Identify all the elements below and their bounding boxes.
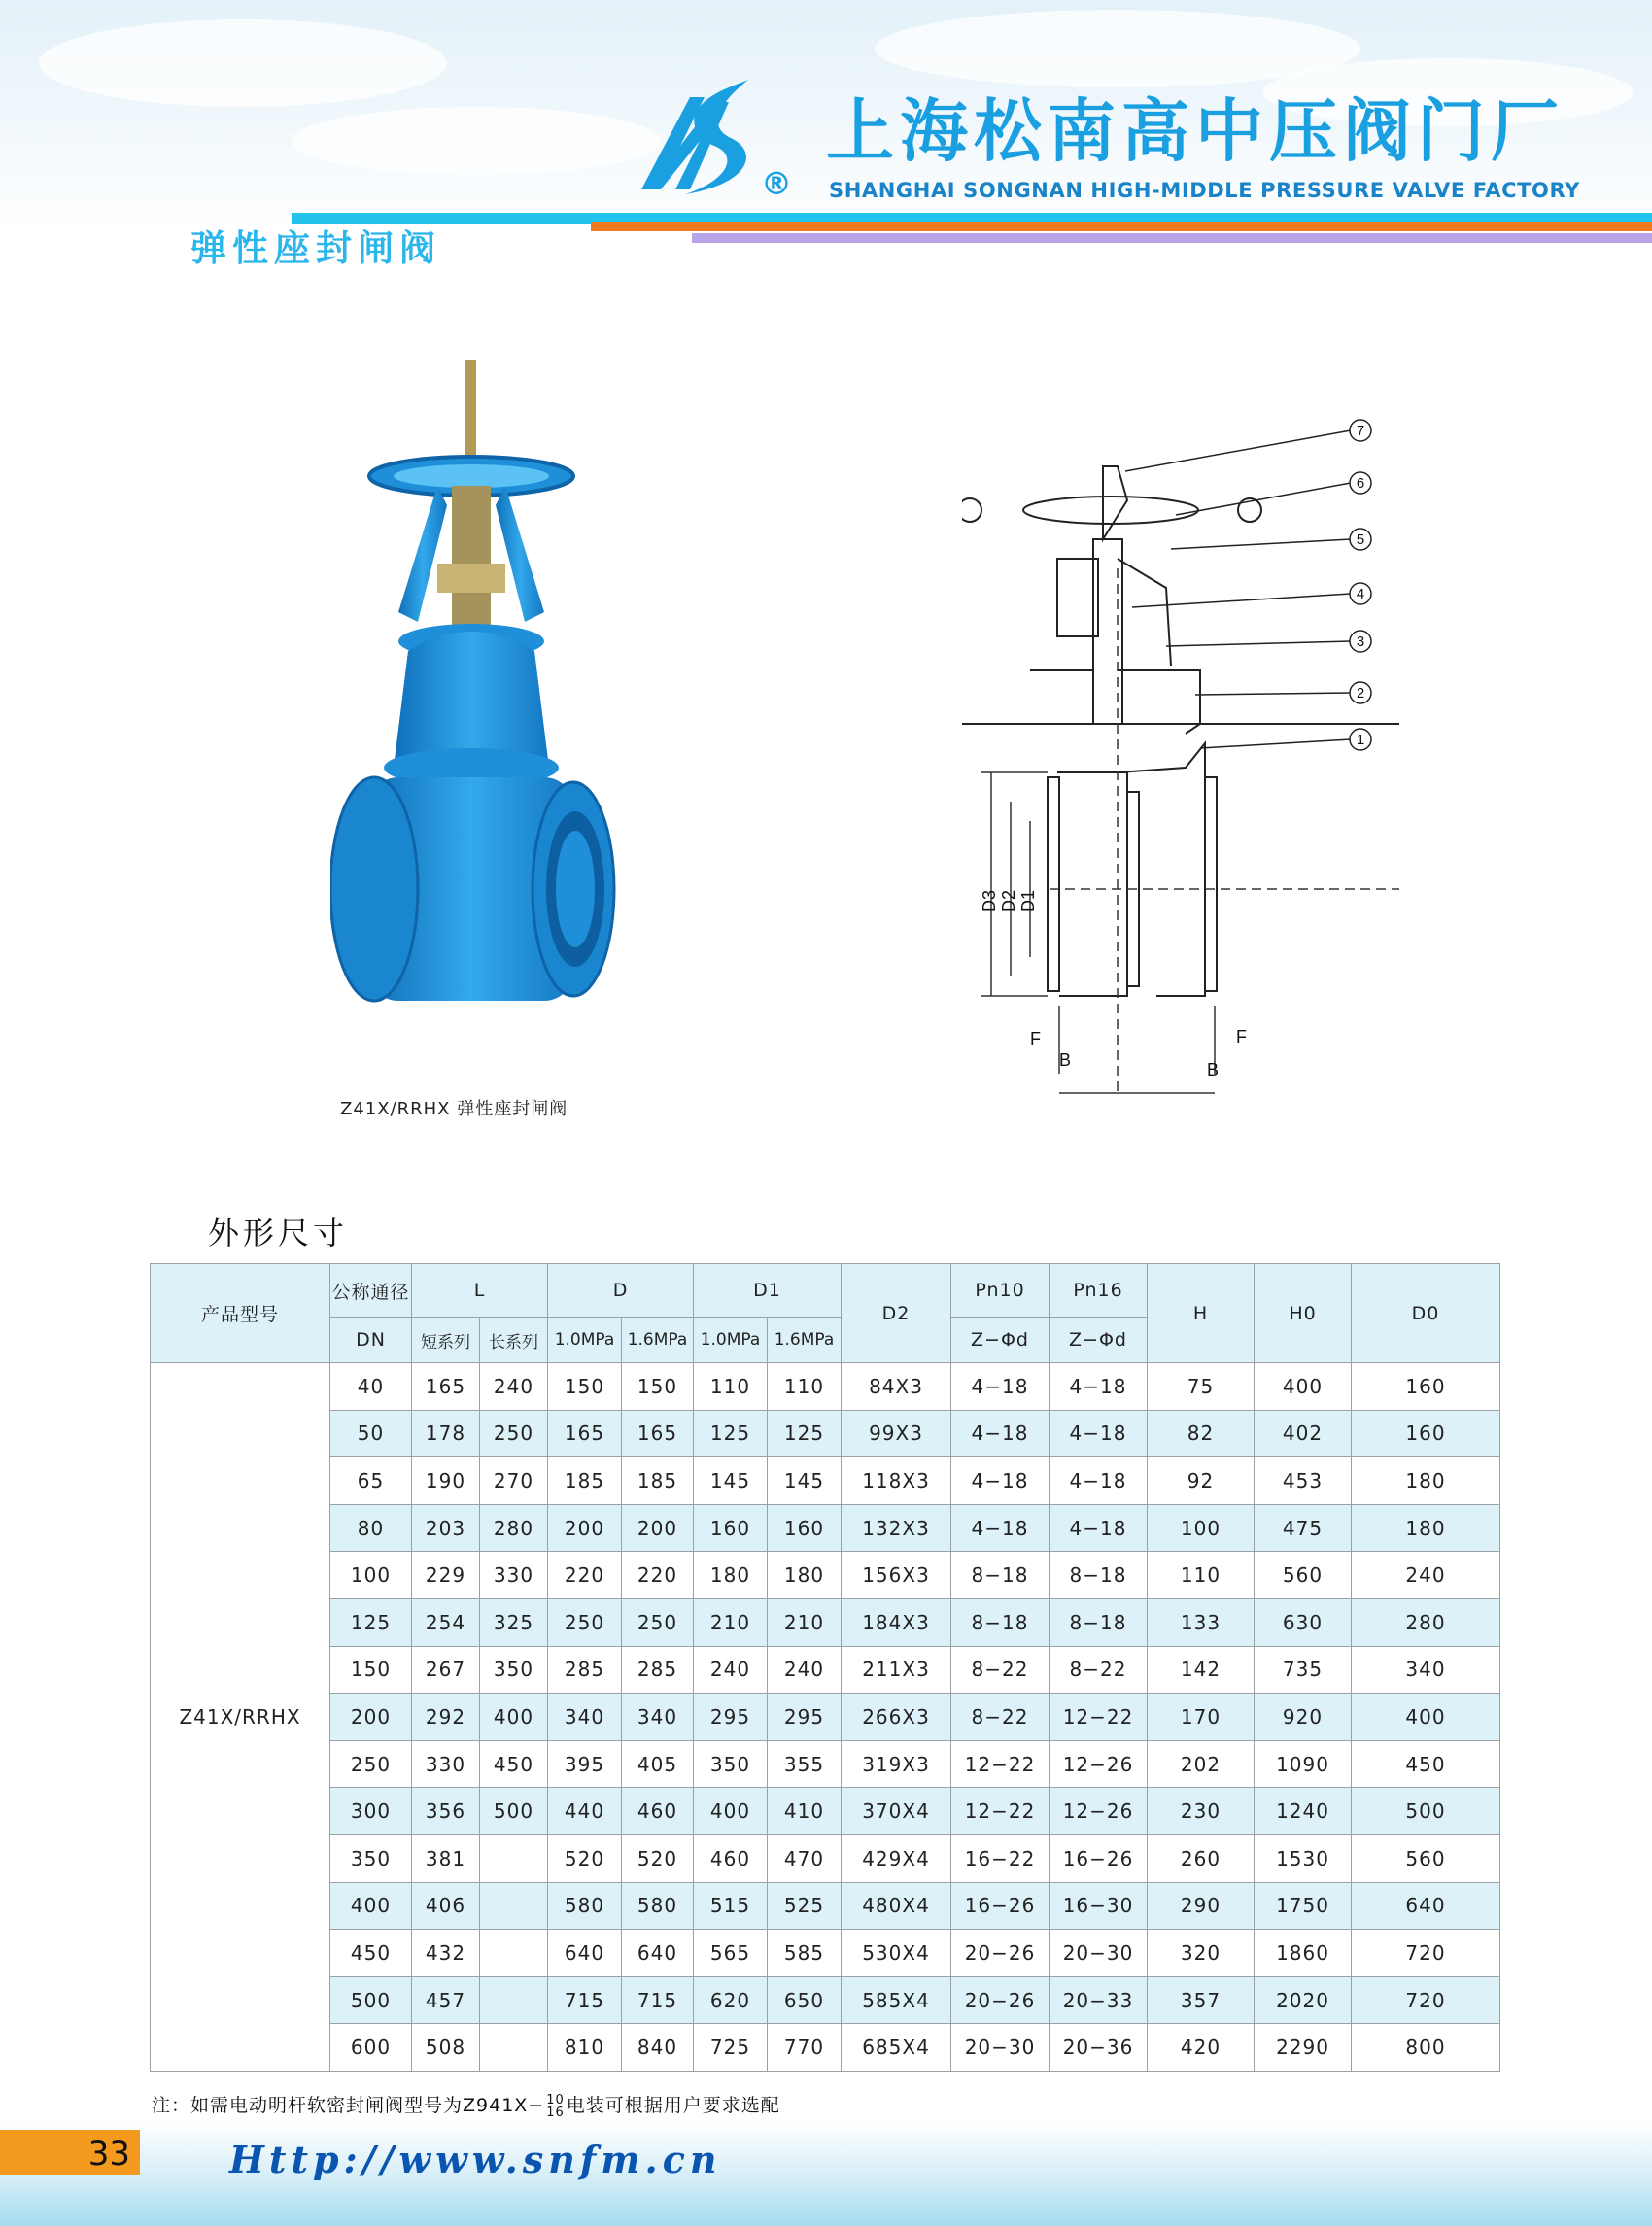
table-cell: 508	[412, 2024, 480, 2072]
table-cell: 185	[548, 1457, 622, 1505]
table-cell: 230	[1148, 1788, 1255, 1835]
table-cell: 150	[548, 1363, 622, 1411]
table-cell: 432	[412, 1930, 480, 1977]
table-cell: 292	[412, 1694, 480, 1741]
table-cell: 460	[622, 1788, 694, 1835]
table-cell: 725	[694, 2024, 768, 2072]
callout-1: 1	[1356, 732, 1365, 748]
table-cell: 560	[1255, 1552, 1352, 1599]
note-frac-top: 10	[546, 2092, 565, 2107]
table-cell: 720	[1352, 1930, 1500, 1977]
table-cell: 395	[548, 1740, 622, 1788]
table-cell: 118X3	[842, 1457, 951, 1505]
header-dn: DN	[330, 1318, 412, 1363]
table-cell: 520	[548, 1834, 622, 1882]
table-cell: 406	[412, 1882, 480, 1930]
table-cell: 1530	[1255, 1834, 1352, 1882]
table-cell: 75	[1148, 1363, 1255, 1411]
table-cell: 580	[548, 1882, 622, 1930]
table-cell: 340	[622, 1694, 694, 1741]
table-cell: 250	[330, 1740, 412, 1788]
table-cell: 381	[412, 1834, 480, 1882]
table-cell: 150	[330, 1646, 412, 1694]
table-row	[151, 1552, 1500, 1599]
table-cell: 355	[768, 1740, 842, 1788]
label-d3: D3	[980, 889, 999, 912]
table-cell: 320	[1148, 1930, 1255, 1977]
table-cell: 520	[622, 1834, 694, 1882]
table-cell: 290	[1148, 1882, 1255, 1930]
product-caption: Z41X/RRHX 弹性座封闸阀	[340, 1099, 568, 1119]
table-cell: 285	[622, 1646, 694, 1694]
table-cell: 145	[768, 1457, 842, 1505]
table-cell: 453	[1255, 1457, 1352, 1505]
table-cell: 170	[1148, 1694, 1255, 1741]
label-f-right: F	[1236, 1027, 1247, 1046]
table-cell: 1860	[1255, 1930, 1352, 1977]
table-cell: 165	[412, 1363, 480, 1411]
table-cell: 295	[768, 1694, 842, 1741]
header-long-series: 长系列	[480, 1318, 548, 1363]
header-d2: D2	[842, 1264, 951, 1363]
table-cell: 4−18	[1050, 1457, 1148, 1505]
table-cell: 65	[330, 1457, 412, 1505]
table-cell: 8−18	[1050, 1598, 1148, 1646]
table-cell: 180	[1352, 1457, 1500, 1505]
table-cell: 457	[412, 1976, 480, 2024]
table-row	[151, 1598, 1500, 1646]
table-cell: 475	[1255, 1504, 1352, 1552]
table-cell: 20−30	[951, 2024, 1050, 2072]
table-cell: 500	[480, 1788, 548, 1835]
table-row	[151, 2024, 1500, 2072]
header-pn16-sub: Z−Φd	[1050, 1318, 1148, 1363]
table-cell: 720	[1352, 1976, 1500, 2024]
table-cell: 250	[480, 1410, 548, 1457]
table-cell: 8−22	[1050, 1646, 1148, 1694]
table-cell: 350	[330, 1834, 412, 1882]
table-cell: 16−26	[1050, 1834, 1148, 1882]
table-cell: 220	[622, 1552, 694, 1599]
table-cell: 4−18	[1050, 1504, 1148, 1552]
header-d-1-6mpa: 1.6MPa	[622, 1318, 694, 1363]
table-cell: 500	[330, 1976, 412, 2024]
table-cell: 200	[330, 1694, 412, 1741]
table-cell	[480, 1976, 548, 2024]
table-cell: 295	[694, 1694, 768, 1741]
table-cell: 585X4	[842, 1976, 951, 2024]
table-cell: 400	[330, 1882, 412, 1930]
table-cell: 12−22	[951, 1740, 1050, 1788]
table-cell	[480, 1834, 548, 1882]
note-prefix: 注：如需电动明杆软密封闸阀型号为Z941X−	[152, 2095, 545, 2116]
table-cell: 800	[1352, 2024, 1500, 2072]
table-cell: 640	[622, 1930, 694, 1977]
table-cell: 50	[330, 1410, 412, 1457]
header-pn10-sub: Z−Φd	[951, 1318, 1050, 1363]
table-cell: 240	[480, 1363, 548, 1411]
table-cell: 640	[1352, 1882, 1500, 1930]
header-bar-orange	[591, 222, 1652, 231]
table-cell: 110	[1148, 1552, 1255, 1599]
table-cell: 16−22	[951, 1834, 1050, 1882]
table-cell: 20−30	[1050, 1930, 1148, 1977]
note-frac-bottom: 16	[546, 2105, 565, 2120]
table-cell: 160	[1352, 1363, 1500, 1411]
header-pn16: Pn16	[1050, 1264, 1148, 1318]
table-cell: 810	[548, 2024, 622, 2072]
table-cell: 400	[480, 1694, 548, 1741]
table-cell: 203	[412, 1504, 480, 1552]
table-cell	[480, 1930, 548, 1977]
table-row	[151, 1834, 1500, 1882]
company-name-en: SHANGHAI SONGNAN HIGH-MIDDLE PRESSURE VALVE FACTORY	[829, 179, 1580, 202]
table-cell: 770	[768, 2024, 842, 2072]
table-cell: 160	[768, 1504, 842, 1552]
callout-2: 2	[1356, 685, 1365, 702]
header-short-series: 短系列	[412, 1318, 480, 1363]
table-cell: 267	[412, 1646, 480, 1694]
table-cell: 160	[1352, 1410, 1500, 1457]
table-cell: 184X3	[842, 1598, 951, 1646]
table-cell: 80	[330, 1504, 412, 1552]
table-cell: 180	[1352, 1504, 1500, 1552]
callout-6: 6	[1356, 475, 1365, 492]
table-cell: 565	[694, 1930, 768, 1977]
table-cell: 20−36	[1050, 2024, 1148, 2072]
table-cell: 2020	[1255, 1976, 1352, 2024]
note-suffix: 电装可根据用户要求选配	[566, 2095, 780, 2116]
table-cell: 133	[1148, 1598, 1255, 1646]
table-cell: 440	[548, 1788, 622, 1835]
table-cell: 84X3	[842, 1363, 951, 1411]
table-cell: 8−18	[1050, 1552, 1148, 1599]
table-cell: 211X3	[842, 1646, 951, 1694]
table-cell: 190	[412, 1457, 480, 1505]
table-cell: 370X4	[842, 1788, 951, 1835]
table-cell: 99X3	[842, 1410, 951, 1457]
table-cell: 650	[768, 1976, 842, 2024]
table-row	[151, 1410, 1500, 1457]
table-cell: 165	[548, 1410, 622, 1457]
header-h0: H0	[1255, 1264, 1352, 1363]
table-cell: 110	[768, 1363, 842, 1411]
table-cell: 515	[694, 1882, 768, 1930]
table-cell: 12−26	[1050, 1788, 1148, 1835]
table-cell: 240	[1352, 1552, 1500, 1599]
header-h: H	[1148, 1264, 1255, 1363]
table-cell: 180	[768, 1552, 842, 1599]
header-d-1-0mpa: 1.0MPa	[548, 1318, 622, 1363]
section-title: 外形尺寸	[208, 1215, 349, 1251]
table-cell: 240	[768, 1646, 842, 1694]
table-cell: 560	[1352, 1834, 1500, 1882]
header-d: D	[548, 1264, 694, 1318]
table-cell: 2290	[1255, 2024, 1352, 2072]
table-cell: 400	[1352, 1694, 1500, 1741]
table-cell: 220	[548, 1552, 622, 1599]
table-cell: 250	[622, 1598, 694, 1646]
table-cell: 100	[1148, 1504, 1255, 1552]
table-cell: 150	[622, 1363, 694, 1411]
table-cell: 20−26	[951, 1976, 1050, 2024]
table-row	[151, 1646, 1500, 1694]
table-cell: 210	[694, 1598, 768, 1646]
label-d2: D2	[999, 889, 1018, 912]
header-nominal: 公称通径	[330, 1264, 412, 1318]
table-cell: 200	[548, 1504, 622, 1552]
table-cell: 16−30	[1050, 1882, 1148, 1930]
table-cell: 266X3	[842, 1694, 951, 1741]
table-cell: 330	[480, 1552, 548, 1599]
website-url[interactable]: Http://www.snfm.cn	[229, 2138, 722, 2181]
table-cell: 8−18	[951, 1552, 1050, 1599]
table-cell: 630	[1255, 1598, 1352, 1646]
table-cell: 280	[1352, 1598, 1500, 1646]
table-cell: 357	[1148, 1976, 1255, 2024]
table-cell: 920	[1255, 1694, 1352, 1741]
table-cell: 125	[330, 1598, 412, 1646]
callout-5: 5	[1356, 531, 1365, 548]
page-number-tab	[0, 2130, 140, 2175]
label-b-left: B	[1059, 1050, 1072, 1070]
table-cell: 400	[1255, 1363, 1352, 1411]
table-cell: 8−22	[951, 1646, 1050, 1694]
table-cell: 180	[694, 1552, 768, 1599]
table-cell: 405	[622, 1740, 694, 1788]
table-cell: 325	[480, 1598, 548, 1646]
table-cell: 156X3	[842, 1552, 951, 1599]
table-cell: 142	[1148, 1646, 1255, 1694]
table-row	[151, 1694, 1500, 1741]
table-row	[151, 1363, 1500, 1411]
table-cell: 840	[622, 2024, 694, 2072]
table-cell: 620	[694, 1976, 768, 2024]
table-cell: 110	[694, 1363, 768, 1411]
table-cell: 240	[694, 1646, 768, 1694]
table-cell: 12−26	[1050, 1740, 1148, 1788]
table-cell: 4−18	[951, 1363, 1050, 1411]
table-row	[151, 1788, 1500, 1835]
table-cell: 420	[1148, 2024, 1255, 2072]
header-model: 产品型号	[151, 1264, 330, 1363]
table-cell: 530X4	[842, 1930, 951, 1977]
table-row	[151, 1976, 1500, 2024]
table-cell: 319X3	[842, 1740, 951, 1788]
table-cell: 165	[622, 1410, 694, 1457]
table-cell: 450	[330, 1930, 412, 1977]
table-cell: 735	[1255, 1646, 1352, 1694]
table-cell: 1090	[1255, 1740, 1352, 1788]
header-l: L	[412, 1264, 548, 1318]
table-cell: 4−18	[951, 1504, 1050, 1552]
table-cell: 585	[768, 1930, 842, 1977]
table-cell: 254	[412, 1598, 480, 1646]
table-cell: 340	[548, 1694, 622, 1741]
header-d1: D1	[694, 1264, 842, 1318]
table-cell: 8−22	[951, 1694, 1050, 1741]
table-cell: 1240	[1255, 1788, 1352, 1835]
table-cell: 300	[330, 1788, 412, 1835]
table-cell: 429X4	[842, 1834, 951, 1882]
table-cell: 185	[622, 1457, 694, 1505]
table-cell: 330	[412, 1740, 480, 1788]
table-cell: 260	[1148, 1834, 1255, 1882]
table-cell: 250	[548, 1598, 622, 1646]
table-cell: 145	[694, 1457, 768, 1505]
table-cell: 210	[768, 1598, 842, 1646]
model-cell: Z41X/RRHX	[151, 1363, 330, 2072]
table-cell: 410	[768, 1788, 842, 1835]
table-cell: 270	[480, 1457, 548, 1505]
table-cell: 92	[1148, 1457, 1255, 1505]
table-row	[151, 1457, 1500, 1505]
table-cell: 450	[1352, 1740, 1500, 1788]
table-cell: 350	[480, 1646, 548, 1694]
table-cell	[480, 2024, 548, 2072]
dimensions-table	[150, 1263, 1500, 2072]
table-row	[151, 1740, 1500, 1788]
footnote	[152, 2091, 780, 2119]
label-d1: D1	[1018, 889, 1038, 912]
table-cell: 525	[768, 1882, 842, 1930]
valve-section-drawing	[962, 413, 1399, 1113]
table-cell: 20−26	[951, 1930, 1050, 1977]
table-cell: 280	[480, 1504, 548, 1552]
table-cell: 460	[694, 1834, 768, 1882]
table-cell: 12−22	[951, 1788, 1050, 1835]
table-cell: 100	[330, 1552, 412, 1599]
table-cell: 500	[1352, 1788, 1500, 1835]
table-cell: 202	[1148, 1740, 1255, 1788]
table-cell: 229	[412, 1552, 480, 1599]
table-cell: 160	[694, 1504, 768, 1552]
table-cell: 685X4	[842, 2024, 951, 2072]
table-cell: 340	[1352, 1646, 1500, 1694]
header-d1-1-6mpa: 1.6MPa	[768, 1318, 842, 1363]
company-name-cn: 上海松南高中压阀门厂	[826, 91, 1565, 171]
table-cell	[480, 1882, 548, 1930]
table-cell: 350	[694, 1740, 768, 1788]
table-cell: 480X4	[842, 1882, 951, 1930]
table-cell: 640	[548, 1930, 622, 1977]
header-d0: D0	[1352, 1264, 1500, 1363]
table-cell: 1750	[1255, 1882, 1352, 1930]
table-cell: 4−18	[1050, 1363, 1148, 1411]
callout-7: 7	[1356, 423, 1365, 439]
table-cell: 200	[622, 1504, 694, 1552]
table-cell: 400	[694, 1788, 768, 1835]
table-cell: 125	[694, 1410, 768, 1457]
callout-4: 4	[1356, 586, 1365, 602]
table-cell: 12−22	[1050, 1694, 1148, 1741]
table-row	[151, 1504, 1500, 1552]
header-bar-purple	[692, 233, 1652, 243]
table-cell: 356	[412, 1788, 480, 1835]
table-cell: 4−18	[1050, 1410, 1148, 1457]
table-cell: 285	[548, 1646, 622, 1694]
table-cell: 450	[480, 1740, 548, 1788]
table-cell: 125	[768, 1410, 842, 1457]
table-cell: 16−26	[951, 1882, 1050, 1930]
note-fraction	[546, 2094, 565, 2119]
table-cell: 470	[768, 1834, 842, 1882]
table-cell: 715	[548, 1976, 622, 2024]
registered-mark: ®	[761, 165, 792, 202]
table-cell: 178	[412, 1410, 480, 1457]
table-cell: 40	[330, 1363, 412, 1411]
header-pn10: Pn10	[951, 1264, 1050, 1318]
table-cell: 4−18	[951, 1457, 1050, 1505]
valve-photo	[330, 360, 622, 1069]
header-d1-1-0mpa: 1.0MPa	[694, 1318, 768, 1363]
table-cell: 600	[330, 2024, 412, 2072]
label-b-right: B	[1207, 1060, 1220, 1079]
table-cell: 402	[1255, 1410, 1352, 1457]
page-number: 33	[87, 2135, 130, 2174]
table-cell: 20−33	[1050, 1976, 1148, 2024]
table-row	[151, 1930, 1500, 1977]
table-cell: 82	[1148, 1410, 1255, 1457]
table-cell: 4−18	[951, 1410, 1050, 1457]
product-title: 弹性座封闸阀	[190, 227, 441, 269]
label-f-left: F	[1030, 1029, 1041, 1048]
table-cell: 132X3	[842, 1504, 951, 1552]
table-cell: 715	[622, 1976, 694, 2024]
table-cell: 8−18	[951, 1598, 1050, 1646]
callout-3: 3	[1356, 634, 1365, 650]
table-cell: 580	[622, 1882, 694, 1930]
table-row	[151, 1882, 1500, 1930]
